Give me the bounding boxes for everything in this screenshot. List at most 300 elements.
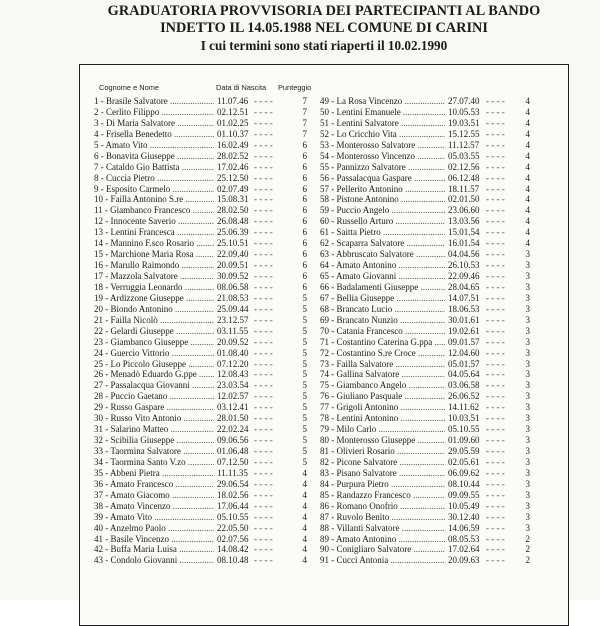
ranking-row: [320, 173, 560, 184]
birth-date: 14.11.62: [448, 402, 480, 413]
birth-date: 06.12.48: [448, 172, 480, 183]
leader-dashes: - - - -: [254, 106, 273, 117]
ranking-row: [320, 468, 560, 479]
participant-name: 86 - Romano Onofrio .....: [320, 501, 445, 512]
birth-date: 28.01.50: [217, 413, 249, 424]
ranking-row: [94, 260, 314, 271]
leader-dashes: - - - -: [486, 467, 505, 478]
birth-date: 03.12.41: [217, 402, 249, 413]
score-value: 3: [525, 347, 530, 358]
leader-dashes: - - - -: [486, 303, 505, 314]
participant-name: 54 - Monterosso Vincenzo .....: [320, 151, 445, 162]
participant-name: 8 - Cuccia Pietro .....: [94, 173, 214, 184]
score-value: 5: [302, 314, 307, 325]
leader-dashes: - - - -: [486, 260, 505, 271]
score-value: 3: [525, 314, 530, 325]
leader-dashes: - - - -: [486, 117, 505, 128]
score-value: 4: [525, 205, 530, 216]
participant-name: 69 - Brancato Nunzio .....: [320, 315, 445, 326]
ranking-row: [320, 369, 560, 380]
birth-date: 17.02.46: [217, 161, 249, 172]
score-value: 4: [525, 128, 530, 139]
score-value: 6: [302, 227, 307, 238]
birth-date: 19.02.61: [448, 325, 480, 336]
participant-name: 83 - Pisano Salvatore .....: [320, 468, 445, 479]
birth-date: 17.06.44: [217, 500, 249, 511]
leader-dashes: - - - -: [486, 96, 505, 106]
birth-date: 18.11.57: [448, 183, 480, 194]
leader-dashes: - - - -: [254, 511, 273, 522]
ranking-row: [94, 369, 314, 380]
column-header-score: Punteggio: [278, 83, 312, 92]
leader-dashes: - - - -: [254, 249, 273, 260]
score-value: 6: [302, 205, 307, 216]
participant-name: 51 - Lentini Salvatore .....: [320, 118, 445, 129]
leader-dashes: - - - -: [486, 281, 505, 292]
participant-name: 57 - Pellerito Antonino .....: [320, 184, 445, 195]
participant-name: 34 - Taormina Santo V.zo .....: [94, 457, 214, 468]
ranking-row: [320, 271, 560, 282]
score-value: 5: [302, 347, 307, 358]
birth-date: 30.09.52: [217, 271, 249, 281]
ranking-row: [320, 249, 560, 260]
ranking-row: [94, 435, 314, 446]
birth-date: 15.01.54: [448, 227, 480, 238]
participant-name: 16 - Marullo Raimondo .....: [94, 260, 214, 271]
score-value: 5: [302, 413, 307, 424]
ranking-row: [320, 140, 560, 151]
ranking-row: [320, 194, 560, 205]
birth-date: 26.10.53: [448, 260, 480, 271]
score-value: 2: [525, 555, 530, 566]
score-value: 5: [302, 391, 307, 402]
score-value: 4: [302, 522, 307, 533]
leader-dashes: - - - -: [486, 249, 505, 260]
leader-dashes: - - - -: [486, 216, 505, 227]
birth-date: 05.01.57: [448, 358, 480, 369]
birth-date: 18.06.53: [448, 303, 480, 314]
leader-dashes: - - - -: [254, 533, 273, 544]
ranking-row: [94, 337, 314, 348]
leader-dashes: - - - -: [254, 544, 273, 555]
participant-name: 87 - Ruvolo Benito .....: [320, 512, 445, 523]
participant-name: 91 - Cucci Antonia .....: [320, 555, 445, 566]
participant-name: 80 - Monterosso Giuseppe .....: [320, 435, 445, 446]
score-value: 5: [302, 446, 307, 456]
birth-date: 30.12.40: [448, 511, 480, 522]
participant-name: 52 - Lo Cricchio Vita .....: [320, 129, 445, 140]
score-value: 5: [302, 435, 307, 446]
participant-name: 26 - Menadò Eduardo G.ppe .....: [94, 369, 214, 380]
participant-name: 60 - Russello Arturo .....: [320, 216, 445, 227]
participant-name: 1 - Brasile Salvatore .....: [94, 96, 214, 107]
participant-name: 55 - Pannizzo Salvatore .....: [320, 162, 445, 173]
ranking-row: [94, 468, 314, 479]
ranking-row: [94, 413, 314, 424]
ranking-row: [320, 96, 560, 107]
ranking-row: [94, 293, 314, 304]
ranking-row: [94, 162, 314, 173]
score-value: 3: [525, 260, 530, 271]
participant-name: 25 - Lo Piccolo Giuseppe .....: [94, 359, 214, 370]
ranking-row: [320, 402, 560, 413]
birth-date: 05.10.55: [448, 424, 480, 435]
birth-date: 01.02.25: [217, 117, 249, 128]
leader-dashes: - - - -: [254, 424, 273, 435]
leader-dashes: - - - -: [254, 117, 273, 128]
leader-dashes: - - - -: [254, 500, 273, 511]
score-value: 4: [525, 183, 530, 194]
ranking-row: [320, 523, 560, 534]
score-value: 4: [302, 555, 307, 566]
ranking-row: [320, 107, 560, 118]
ranking-row: [94, 151, 314, 162]
participant-name: 71 - Costantino Caterina G.ppa .....: [320, 337, 445, 348]
score-value: 6: [302, 150, 307, 161]
score-value: 7: [302, 117, 307, 128]
leader-dashes: - - - -: [486, 336, 505, 347]
ranking-row: [320, 315, 560, 326]
birth-date: 01.10.37: [217, 128, 249, 139]
ranking-row: [94, 391, 314, 402]
score-value: 4: [525, 139, 530, 150]
birth-date: 03.11.55: [217, 325, 249, 336]
participant-name: 42 - Buffa Maria Luisa .....: [94, 544, 214, 555]
ranking-row: [320, 227, 560, 238]
birth-date: 02.12.56: [448, 161, 480, 172]
leader-dashes: - - - -: [254, 172, 273, 183]
birth-date: 01.09.60: [448, 435, 480, 446]
leader-dashes: - - - -: [254, 456, 273, 467]
ranking-row: [320, 260, 560, 271]
leader-dashes: - - - -: [486, 369, 505, 380]
score-value: 2: [525, 533, 530, 544]
ranking-row: [94, 129, 314, 140]
score-value: 3: [525, 249, 530, 260]
ranking-row: [94, 216, 314, 227]
birth-date: 08.10.48: [217, 555, 249, 566]
score-value: 4: [302, 467, 307, 478]
birth-date: 18.02.56: [217, 489, 249, 500]
leader-dashes: - - - -: [486, 358, 505, 369]
ranking-row: [94, 140, 314, 151]
leader-dashes: - - - -: [254, 128, 273, 139]
ranking-row: [94, 304, 314, 315]
participant-name: 35 - Abbenì Pietra .....: [94, 468, 214, 479]
birth-date: 17.02.64: [448, 544, 480, 555]
birth-date: 28.02.50: [217, 205, 249, 216]
leader-dashes: - - - -: [254, 467, 273, 478]
birth-date: 10.05.49: [448, 500, 480, 511]
leader-dashes: - - - -: [486, 325, 505, 336]
birth-date: 25.12.50: [217, 172, 249, 183]
birth-date: 27.07.40: [448, 96, 480, 106]
score-value: 3: [525, 424, 530, 435]
participant-name: 9 - Esposito Carmelo .....: [94, 184, 214, 195]
leader-dashes: - - - -: [254, 380, 273, 391]
column-header-name: Cognome e Nome: [99, 83, 159, 92]
document-title-line-2: INDETTO IL 14.05.1988 NEL COMUNE DI CARINI: [160, 20, 488, 36]
participant-name: 28 - Puccio Gaetano .....: [94, 391, 214, 402]
birth-date: 28.04.65: [448, 281, 480, 292]
ranking-row: [320, 490, 560, 501]
score-value: 5: [302, 424, 307, 435]
ranking-row: [94, 512, 314, 523]
leader-dashes: - - - -: [254, 413, 273, 424]
ranking-row: [320, 435, 560, 446]
participant-name: 39 - Amato Vito .....: [94, 512, 214, 523]
ranking-row: [320, 413, 560, 424]
ranking-list-left-column: [94, 96, 314, 566]
participant-name: 36 - Amato Francesco .....: [94, 479, 214, 490]
score-value: 3: [525, 336, 530, 347]
leader-dashes: - - - -: [254, 522, 273, 533]
birth-date: 07.12.20: [217, 358, 249, 369]
score-value: 3: [525, 281, 530, 292]
birth-date: 22.05.50: [217, 522, 249, 533]
score-value: 4: [302, 478, 307, 489]
ranking-row: [320, 479, 560, 490]
score-value: 7: [302, 128, 307, 139]
score-value: 5: [302, 402, 307, 413]
participant-name: 85 - Randazzo Francesco .....: [320, 490, 445, 501]
ranking-row: [320, 424, 560, 435]
participant-name: 53 - Monterosso Salvatore .....: [320, 140, 445, 151]
leader-dashes: - - - -: [486, 347, 505, 358]
ranking-row: [94, 227, 314, 238]
score-value: 3: [525, 271, 530, 281]
participant-name: 14 - Mannino F.sco Rosario .....: [94, 238, 214, 249]
participant-name: 11 - Giambanco Francesco .....: [94, 205, 214, 216]
birth-date: 23.12.57: [217, 314, 249, 325]
score-value: 4: [302, 533, 307, 544]
ranking-row: [320, 544, 560, 555]
ranking-row: [94, 326, 314, 337]
participant-name: 90 - Conigliaro Salvatore .....: [320, 544, 445, 555]
score-value: 6: [302, 249, 307, 260]
score-value: 6: [302, 216, 307, 227]
birth-date: 10.03.51: [448, 413, 480, 424]
participant-name: 88 - Villanti Salvatore .....: [320, 523, 445, 534]
leader-dashes: - - - -: [254, 161, 273, 172]
leader-dashes: - - - -: [486, 489, 505, 500]
ranking-row: [94, 348, 314, 359]
leader-dashes: - - - -: [486, 533, 505, 544]
birth-date: 12.08.43: [217, 369, 249, 380]
leader-dashes: - - - -: [486, 183, 505, 194]
birth-date: 15.12.55: [448, 128, 480, 139]
ranking-row: [320, 501, 560, 512]
ranking-row: [94, 238, 314, 249]
birth-date: 23.03.54: [217, 380, 249, 391]
birth-date: 26.06.52: [448, 391, 480, 402]
participant-name: 63 - Abbruscato Salvatore .....: [320, 249, 445, 260]
leader-dashes: - - - -: [254, 194, 273, 205]
participant-name: 41 - Basile Vincenzo .....: [94, 534, 214, 545]
birth-date: 03.06.58: [448, 380, 480, 391]
birth-date: 22.09.46: [448, 271, 480, 281]
birth-date: 12.04.60: [448, 347, 480, 358]
birth-date: 11.07.46: [217, 96, 249, 106]
score-value: 6: [302, 183, 307, 194]
birth-date: 05.03.55: [448, 150, 480, 161]
document-subtitle: I cui termini sono stati riaperti il 10.02.1990: [200, 38, 448, 53]
participant-name: 66 - Badalamenti Giuseppe .....: [320, 282, 445, 293]
birth-date: 07.12.50: [217, 456, 249, 467]
ranking-row: [320, 162, 560, 173]
ranking-row: [320, 238, 560, 249]
score-value: 3: [525, 446, 530, 456]
leader-dashes: - - - -: [486, 446, 505, 456]
leader-dashes: - - - -: [254, 292, 273, 303]
birth-date: 25.06.39: [217, 227, 249, 238]
participant-name: 43 - Condolo Giovanni .....: [94, 555, 214, 566]
birth-date: 14.08.42: [217, 544, 249, 555]
birth-date: 25.10.51: [217, 238, 249, 249]
leader-dashes: - - - -: [254, 369, 273, 380]
score-value: 4: [525, 106, 530, 117]
participant-name: 38 - Amato Vincenzo .....: [94, 501, 214, 512]
ranking-row: [94, 380, 314, 391]
leader-dashes: - - - -: [486, 435, 505, 446]
score-value: 3: [525, 500, 530, 511]
birth-date: 02.01.50: [448, 194, 480, 205]
participant-name: 32 - Scibilia Giuseppe .....: [94, 435, 214, 446]
leader-dashes: - - - -: [486, 161, 505, 172]
leader-dashes: - - - -: [254, 358, 273, 369]
leader-dashes: - - - -: [254, 314, 273, 325]
ranking-row: [320, 326, 560, 337]
birth-date: 20.09.52: [217, 336, 249, 347]
leader-dashes: - - - -: [254, 139, 273, 150]
score-value: 4: [525, 194, 530, 205]
birth-date: 09.06.56: [217, 435, 249, 446]
score-value: 5: [302, 303, 307, 314]
score-value: 3: [525, 522, 530, 533]
birth-date: 28.02.52: [217, 150, 249, 161]
birth-date: 04.05.64: [448, 369, 480, 380]
ranking-row: [320, 348, 560, 359]
score-value: 5: [302, 292, 307, 303]
leader-dashes: - - - -: [254, 216, 273, 227]
score-value: 5: [302, 358, 307, 369]
participant-name: 37 - Amato Giacomo .....: [94, 490, 214, 501]
leader-dashes: - - - -: [254, 303, 273, 314]
score-value: 4: [302, 511, 307, 522]
participant-name: 49 - La Rosa Vincenzo .....: [320, 96, 445, 107]
birth-date: 01.08.40: [217, 347, 249, 358]
birth-date: 16.01.54: [448, 238, 480, 249]
score-value: 6: [302, 281, 307, 292]
score-value: 4: [525, 96, 530, 106]
leader-dashes: - - - -: [254, 478, 273, 489]
participant-name: 89 - Amato Antonino .....: [320, 534, 445, 545]
participant-name: 4 - Frisella Benedetto .....: [94, 129, 214, 140]
score-value: 3: [525, 358, 530, 369]
ranking-row: [320, 216, 560, 227]
ranking-row: [94, 271, 314, 282]
ranking-row: [94, 315, 314, 326]
participant-name: 6 - Bonavita Giuseppe .....: [94, 151, 214, 162]
score-value: 5: [302, 336, 307, 347]
birth-date: 05.10.55: [217, 511, 249, 522]
leader-dashes: - - - -: [486, 544, 505, 555]
score-value: 4: [302, 489, 307, 500]
score-value: 3: [525, 369, 530, 380]
leader-dashes: - - - -: [254, 446, 273, 456]
ranking-row: [94, 402, 314, 413]
document-title-line-1: GRADUATORIA PROVVISORIA DEI PARTECIPANTI AL BANDO: [107, 3, 541, 19]
leader-dashes: - - - -: [486, 500, 505, 511]
score-value: 3: [525, 391, 530, 402]
leader-dashes: - - - -: [254, 391, 273, 402]
ranking-row: [320, 534, 560, 545]
score-value: 6: [302, 260, 307, 271]
participant-name: 65 - Amato Giovanni .....: [320, 271, 445, 282]
participant-name: 75 - Giambanco Angelo .....: [320, 380, 445, 391]
score-value: 6: [302, 271, 307, 281]
ranking-row: [94, 490, 314, 501]
participant-name: 68 - Brancato Lucio .....: [320, 304, 445, 315]
birth-date: 06.09.62: [448, 467, 480, 478]
participant-name: 17 - Mazzola Salvatore .....: [94, 271, 214, 282]
participant-name: 84 - Purpura Pietro .....: [320, 479, 445, 490]
birth-date: 12.02.57: [217, 391, 249, 402]
participant-name: 12 - Innocente Saverio .....: [94, 216, 214, 227]
leader-dashes: - - - -: [254, 183, 273, 194]
participant-name: 23 - Giambanco Giuseppe .....: [94, 337, 214, 348]
score-value: 3: [525, 303, 530, 314]
leader-dashes: - - - -: [254, 402, 273, 413]
participant-name: 58 - Pistone Antonino .....: [320, 194, 445, 205]
score-value: 3: [525, 511, 530, 522]
score-value: 6: [302, 139, 307, 150]
ranking-row: [320, 512, 560, 523]
score-value: 5: [302, 325, 307, 336]
leader-dashes: - - - -: [486, 391, 505, 402]
birth-date: 11.12.57: [448, 139, 480, 150]
participant-name: 67 - Bellia Giuseppe .....: [320, 293, 445, 304]
score-value: 6: [302, 172, 307, 183]
participant-name: 13 - Lentini Francesca .....: [94, 227, 214, 238]
birth-date: 14.07.51: [448, 292, 480, 303]
participant-name: 5 - Amato Vito .....: [94, 140, 214, 151]
birth-date: 23.06.60: [448, 205, 480, 216]
leader-dashes: - - - -: [486, 424, 505, 435]
birth-date: 04.04.56: [448, 249, 480, 260]
participant-name: 33 - Taormina Salvatore .....: [94, 446, 214, 457]
birth-date: 19.03.51: [448, 117, 480, 128]
score-value: 5: [302, 369, 307, 380]
participant-name: 73 - Failla Salvatore .....: [320, 359, 445, 370]
leader-dashes: - - - -: [254, 238, 273, 249]
ranking-row: [94, 118, 314, 129]
ranking-row: [94, 205, 314, 216]
ranking-row: [94, 96, 314, 107]
score-value: 5: [302, 380, 307, 391]
participant-name: 64 - Amato Antonino .....: [320, 260, 445, 271]
leader-dashes: - - - -: [486, 139, 505, 150]
leader-dashes: - - - -: [486, 314, 505, 325]
leader-dashes: - - - -: [486, 205, 505, 216]
leader-dashes: - - - -: [486, 402, 505, 413]
leader-dashes: - - - -: [254, 96, 273, 106]
ranking-row: [320, 118, 560, 129]
leader-dashes: - - - -: [254, 325, 273, 336]
ranking-row: [320, 446, 560, 457]
ranking-row: [320, 184, 560, 195]
participant-name: 31 - Salarino Matteo .....: [94, 424, 214, 435]
